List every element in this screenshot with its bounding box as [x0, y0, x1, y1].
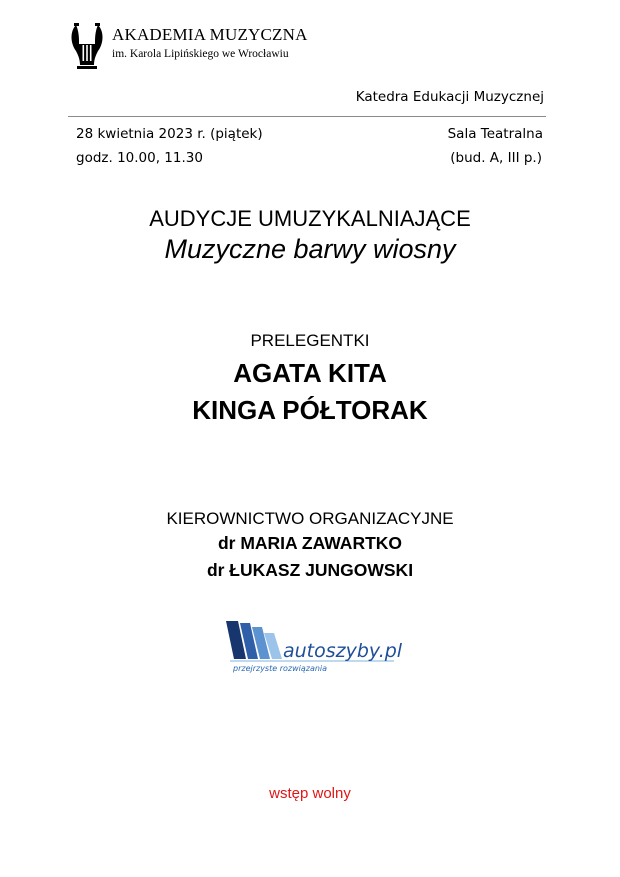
event-venue-detail: (bud. A, III p.)	[450, 150, 542, 166]
event-time: godz. 10.00, 11.30	[76, 150, 203, 166]
sponsor-tagline: przejrzyste rozwiązania	[233, 664, 328, 673]
organizer-name: dr MARIA ZAWARTKO	[217, 533, 403, 553]
event-type: AUDYCJE UMUZYKALNIAJĄCE	[149, 206, 471, 231]
speaker-name: AGATA KITA	[233, 358, 387, 388]
entry-note: wstęp wolny	[269, 785, 351, 802]
organizer-name: dr ŁUKASZ JUNGOWSKI	[206, 560, 414, 580]
department: Katedra Edukacji Muzycznej	[355, 89, 544, 105]
header-divider	[68, 116, 546, 117]
event-date: 28 kwietnia 2023 r. (piątek)	[76, 126, 263, 142]
org-subtitle: im. Karola Lipińskiego we Wrocławiu	[112, 48, 289, 60]
lyre-icon	[68, 21, 106, 71]
sponsor-name: autoszyby.pl	[283, 640, 403, 662]
speaker-name: KINGA PÓŁTORAK	[192, 395, 428, 425]
event-title: Muzyczne barwy wiosny	[164, 234, 456, 264]
org-name: AKADEMIA MUZYCZNA	[112, 25, 308, 44]
speakers-label: PRELEGENTKI	[250, 331, 370, 350]
event-venue: Sala Teatralna	[447, 126, 543, 142]
organizers-label: KIEROWNICTWO ORGANIZACYJNE	[166, 509, 454, 528]
